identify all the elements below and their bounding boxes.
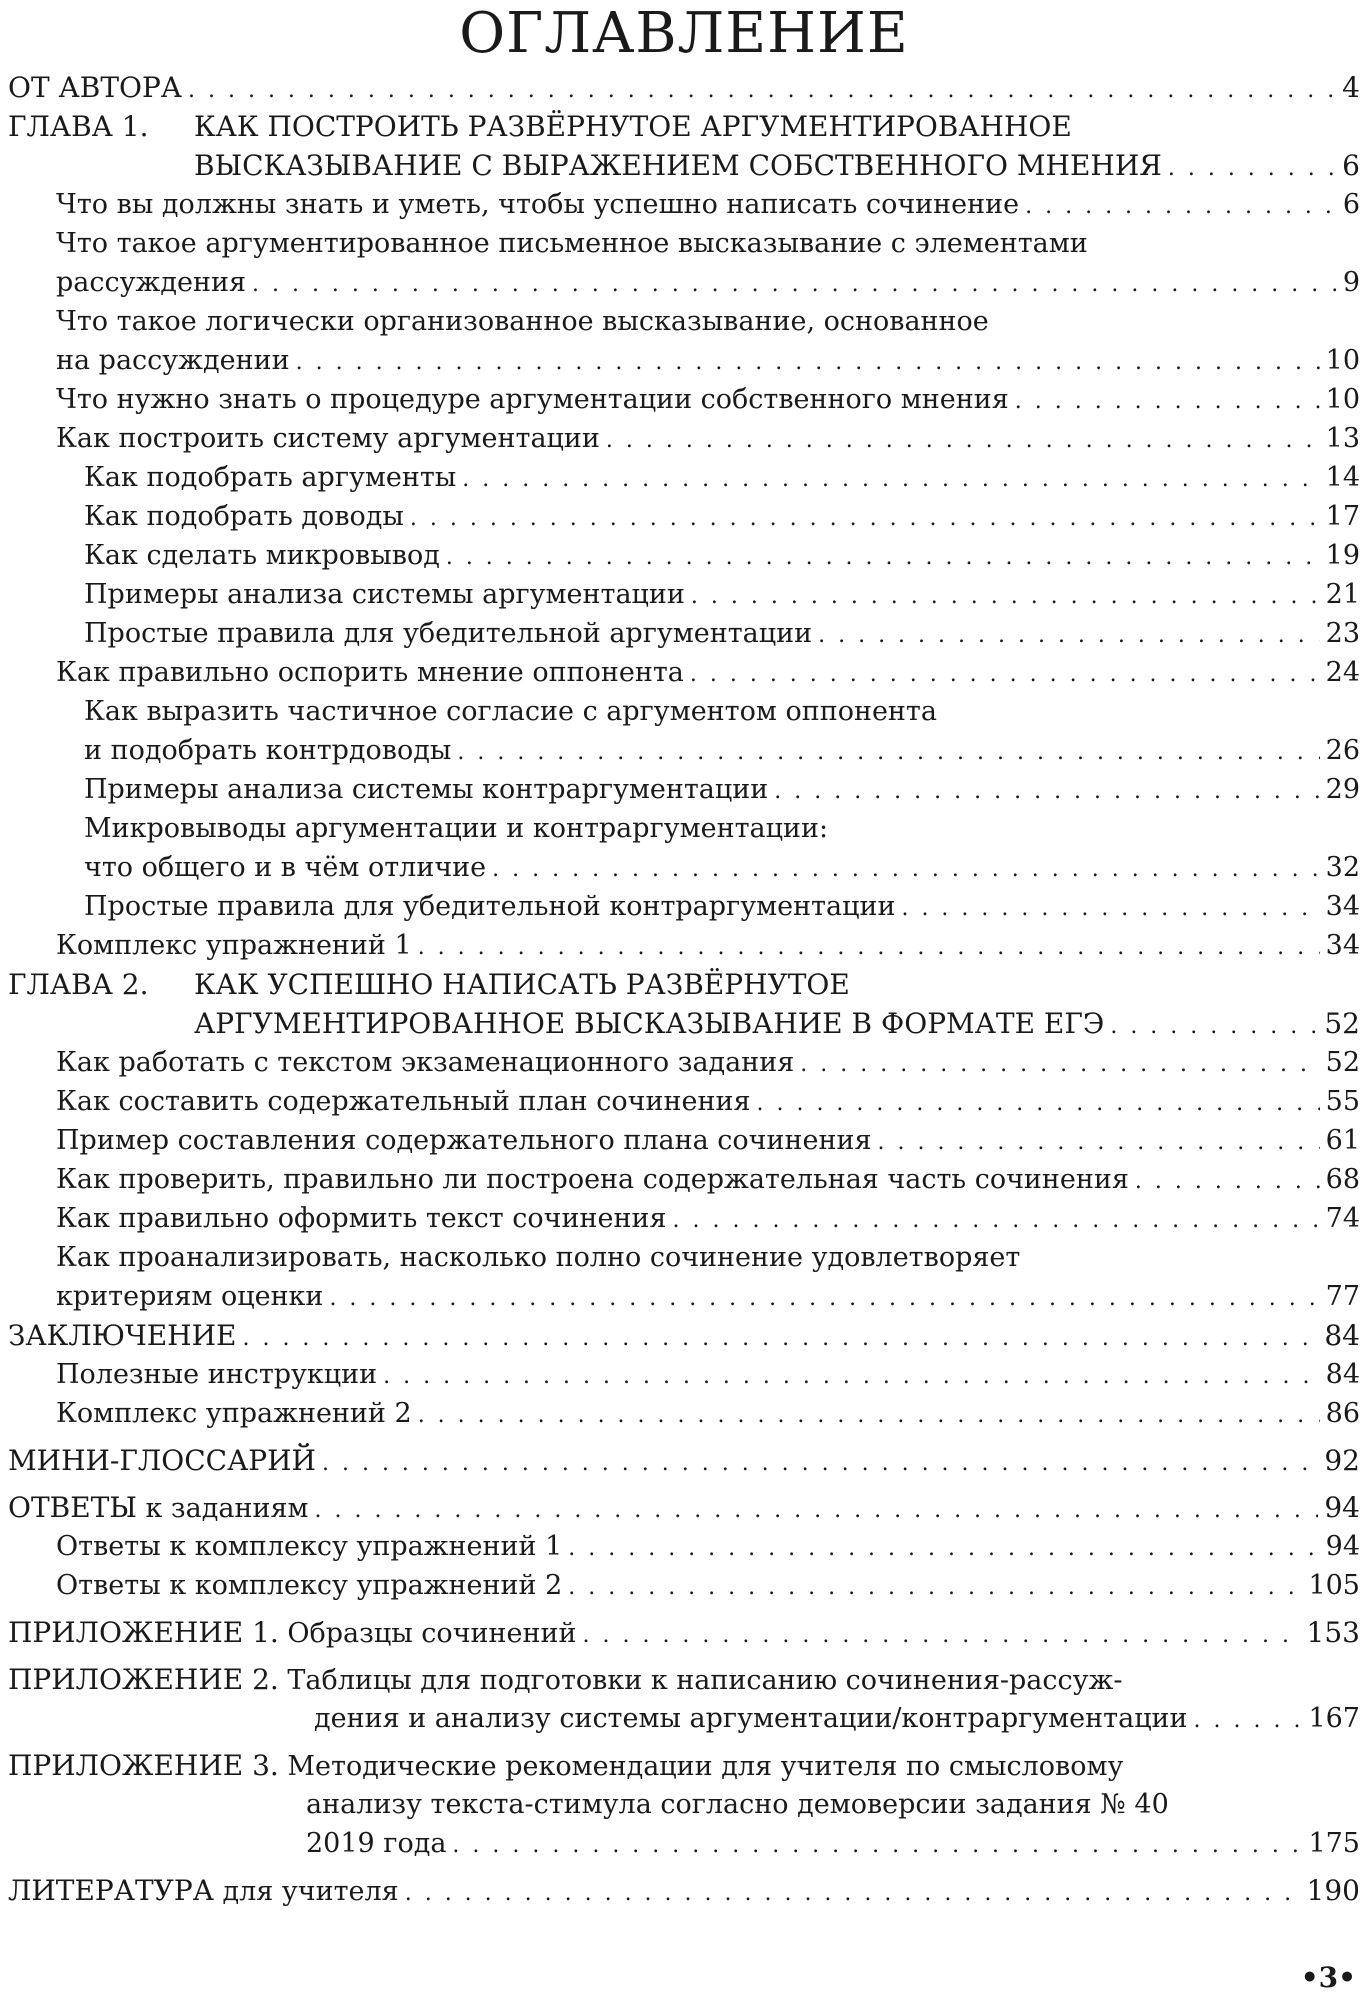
toc-entry-appendix-2[interactable]: ПРИЛОЖЕНИЕ 2. Таблицы для подготовки к написанию сочинения-рассуж- (8, 1663, 1123, 1696)
leader-dots (188, 71, 1336, 110)
toc-entry[interactable]: Что вы должны знать и уметь, чтобы успешно написать сочинение . . . 6 (8, 185, 1360, 224)
toc-entry-appendix-3-line3[interactable]: 2019 года . . . 175 (8, 1824, 1360, 1863)
toc-entry[interactable]: Как проверить, правильно ли построена содержательная часть сочинения . . . 68 (8, 1160, 1360, 1199)
toc-entry-continued[interactable]: рассуждения . . . 9 (8, 263, 1360, 302)
toc-entry-conclusion[interactable]: ЗАКЛЮЧЕНИЕ . . . 84 (8, 1316, 1360, 1355)
toc-entry[interactable]: Что нужно знать о процедуре аргументации собственного мнения . . . 10 (8, 380, 1360, 419)
chapter-1-heading-line2[interactable]: ВЫСКАЗЫВАНИЕ С ВЫРАЖЕНИЕМ СОБСТВЕННОГО МНЕНИЯ . . . 6 (8, 146, 1360, 185)
toc-subentry[interactable]: Примеры анализа системы аргументации . . . 21 (8, 575, 1360, 614)
toc-entry[interactable]: Что такое логически организованное высказывание, основанное (56, 306, 989, 337)
toc-entry[interactable]: Как правильно оформить текст сочинения . . . 74 (8, 1199, 1360, 1238)
toc-subentry[interactable]: Как выразить частичное согласие с аргументом оппонента (84, 696, 937, 727)
toc-entry-continued[interactable]: критериям оценки . . . 77 (8, 1277, 1360, 1316)
page-number: •3• (1300, 1961, 1356, 1994)
toc-entry[interactable]: Комплекс упражнений 2 . . . 86 (8, 1394, 1360, 1433)
toc-page: 4 (1342, 71, 1360, 104)
toc-entry-appendix-1[interactable]: ПРИЛОЖЕНИЕ 1. Образцы сочинений . . . 153 (8, 1613, 1360, 1652)
toc-subentry[interactable]: Примеры анализа системы контраргументации . . . 29 (8, 770, 1360, 809)
toc-entry[interactable]: Как работать с текстом экзаменационного задания . . . 52 (8, 1043, 1360, 1082)
toc-entry[interactable]: Как проанализировать, насколько полно сочинение удовлетворяет (56, 1242, 1021, 1273)
toc-entry[interactable]: Что такое аргументированное письменное высказывание с элементами (56, 228, 1088, 259)
chapter-2-heading-line2[interactable]: АРГУМЕНТИРОВАННОЕ ВЫСКАЗЫВАНИЕ В ФОРМАТЕ ЕГЭ . . . 52 (8, 1004, 1360, 1043)
toc-subentry[interactable]: Как подобрать аргументы . . . 14 (8, 458, 1360, 497)
toc-entry[interactable]: Как правильно оспорить мнение оппонента . . . 24 (8, 653, 1360, 692)
toc-entry[interactable]: Ответы к комплексу упражнений 1 . . . 94 (8, 1527, 1360, 1566)
toc-entry-answers[interactable]: ОТВЕТЫ к заданиям . . . 94 (8, 1488, 1360, 1527)
chapter-2-heading[interactable]: ГЛАВА 2. КАК УСПЕШНО НАПИСАТЬ РАЗВЁРНУТОЕ (8, 968, 850, 1001)
toc-entry[interactable]: Ответы к комплексу упражнений 2 . . . 105 (8, 1566, 1360, 1605)
toc-entry-from-author[interactable]: ОТ АВТОРА . . . 4 (8, 68, 1360, 107)
toc-entry-appendix-2-line2[interactable]: дения и анализу системы аргументации/контраргументации . . . 167 (8, 1699, 1360, 1738)
chapter-1-heading[interactable]: ГЛАВА 1. КАК ПОСТРОИТЬ РАЗВЁРНУТОЕ АРГУМЕНТИРОВАННОЕ (8, 110, 1072, 143)
toc-subentry[interactable]: Микровыводы аргументации и контраргументации: (84, 813, 829, 844)
page-title: ОГЛАВЛЕНИЕ (459, 1, 909, 66)
toc-entry[interactable]: Полезные инструкции . . . 84 (8, 1355, 1360, 1394)
toc-entry-continued[interactable]: на рассуждении . . . 10 (8, 341, 1360, 380)
toc-entry[interactable]: Комплекс упражнений 1 . . . 34 (8, 926, 1360, 965)
toc-entry-literature[interactable]: ЛИТЕРАТУРА для учителя . . . 190 (8, 1871, 1360, 1910)
toc-entry-appendix-3[interactable]: ПРИЛОЖЕНИЕ 3. Методические рекомендации для учителя по смысловому (8, 1749, 1124, 1782)
toc-entry[interactable]: Пример составления содержательного плана сочинения . . . 61 (8, 1121, 1360, 1160)
toc-subentry[interactable]: Как сделать микровывод . . . 19 (8, 536, 1360, 575)
toc-subentry-continued[interactable]: что общего и в чём отличие . . . 32 (8, 848, 1360, 887)
toc-entry[interactable]: Как построить систему аргументации . . . 13 (8, 419, 1360, 458)
toc-entry-appendix-3-line2[interactable]: анализу текста-стимула согласно демоверсии задания № 40 (306, 1789, 1169, 1820)
toc-subentry[interactable]: Простые правила для убедительной контраргументации . . . 34 (8, 887, 1360, 926)
toc-subentry[interactable]: Простые правила для убедительной аргументации . . . 23 (8, 614, 1360, 653)
toc-entry[interactable]: Как составить содержательный план сочинения . . . 55 (8, 1082, 1360, 1121)
toc-subentry-continued[interactable]: и подобрать контрдоводы . . . 26 (8, 731, 1360, 770)
table-of-contents (8, 68, 1360, 1910)
toc-entry-glossary[interactable]: МИНИ-ГЛОССАРИЙ . . . 92 (8, 1441, 1360, 1480)
toc-subentry[interactable]: Как подобрать доводы . . . 17 (8, 497, 1360, 536)
